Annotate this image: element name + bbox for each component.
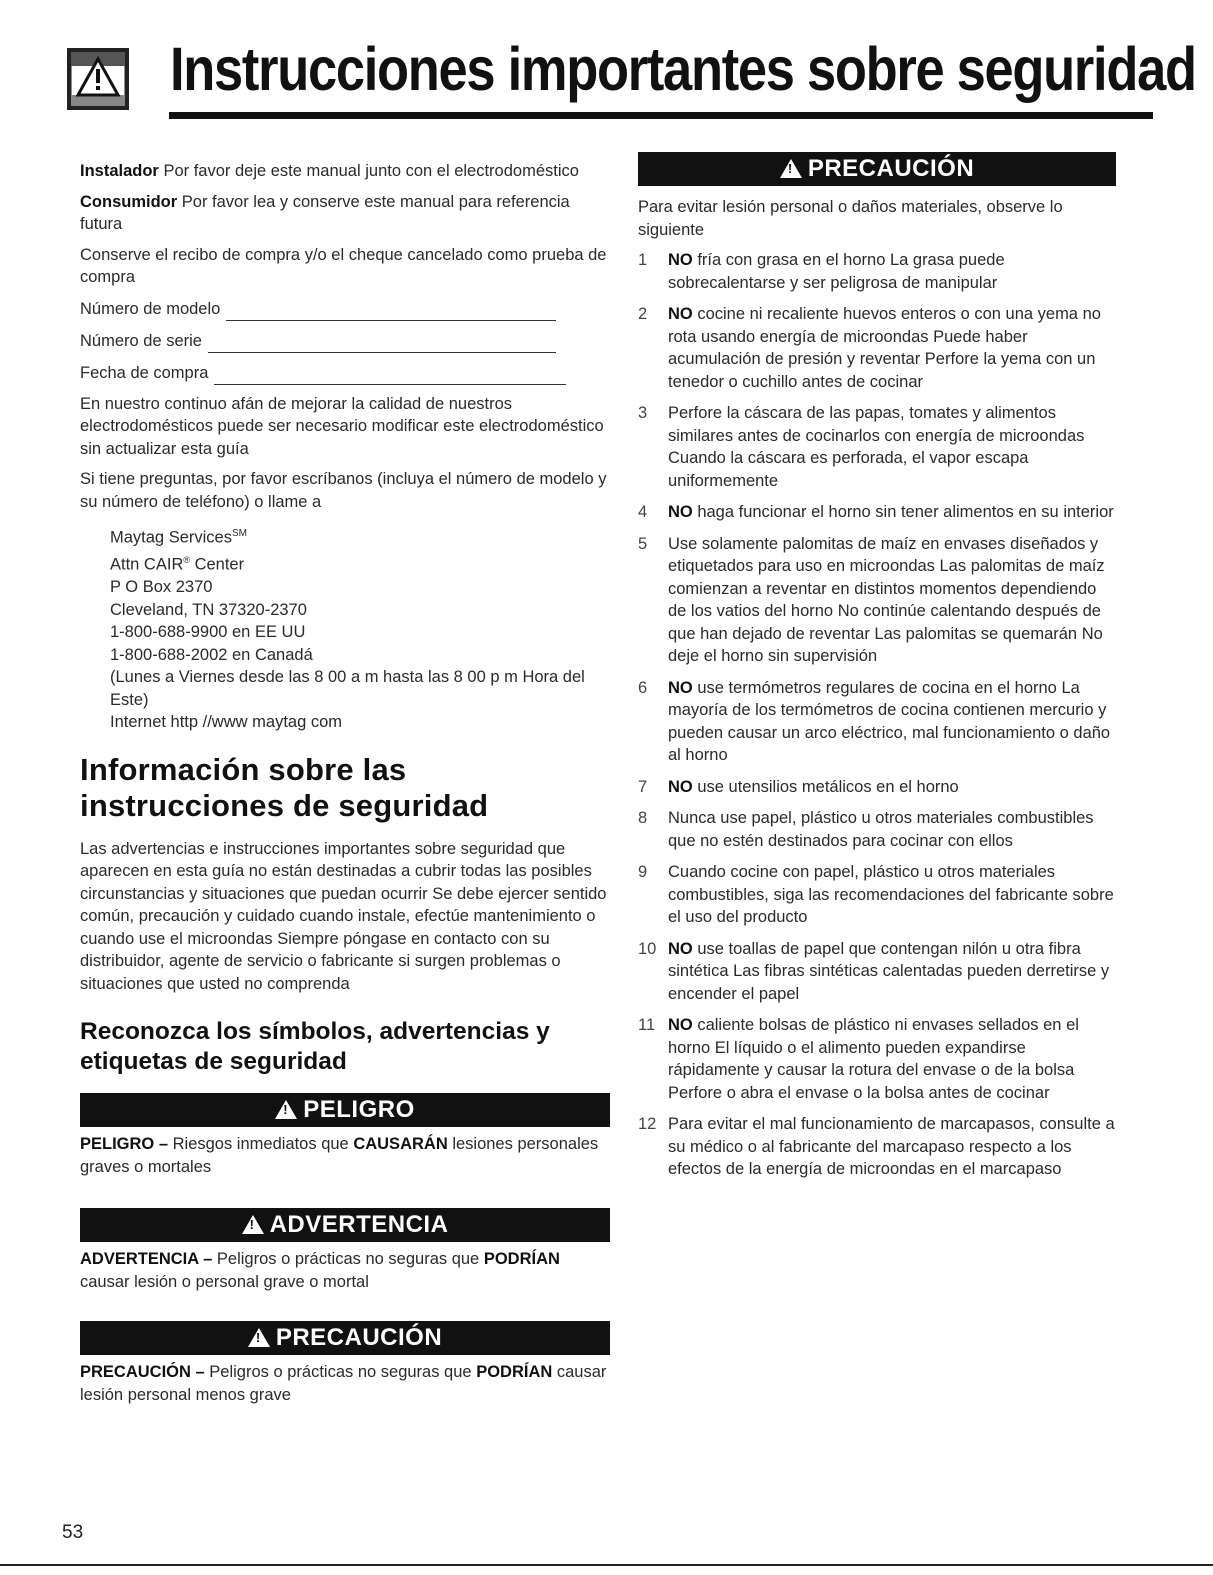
registered-mark: ® xyxy=(183,555,190,565)
warning-triangle-icon xyxy=(275,1100,297,1119)
contact-address xyxy=(110,523,610,734)
address-company: Maytag Services℠ xyxy=(110,528,247,547)
caution-item-text: use toallas de papel que contengan nilón u otra fibra sintética Las fibras sintéticas calentadas pueden derretirse y encender el papel xyxy=(668,939,1110,1003)
address-box: P O Box 2370 xyxy=(110,578,213,596)
caution-item-text: haga funcionar el horno sin tener alimentos en su interior xyxy=(692,503,1114,521)
service-hours: (Lunes a Viernes desde las 8 00 a m hasta las 8 00 p m Hora del Este) xyxy=(110,668,585,709)
caution-item-emphasis: NO xyxy=(668,1016,693,1034)
title-underline xyxy=(169,112,1153,119)
caution-item-number: 3 xyxy=(638,404,648,422)
page-header xyxy=(66,35,1196,122)
purchase-date-label: Fecha de compra xyxy=(80,364,209,382)
caution-item-text: Nunca use papel, plástico u otros materiales combustibles que no estén destinados para cocinar con ellos xyxy=(668,809,1094,850)
caution-item-number: 2 xyxy=(638,305,648,323)
model-number-line xyxy=(226,305,556,321)
consumer-label: Consumidor xyxy=(80,192,178,211)
caution-item-text: Cuando cocine con papel, plástico u otros materiales combustibles, siga las recomendaciones del fabricante sobre el uso del producto xyxy=(668,863,1114,926)
caution-item xyxy=(638,807,1116,852)
caution-item-number: 9 xyxy=(638,863,648,881)
caution-item-emphasis: NO xyxy=(668,777,693,796)
consumer-note xyxy=(80,191,610,236)
caution-item xyxy=(638,861,1116,929)
caution-list xyxy=(638,249,1116,1181)
serial-number-line xyxy=(208,337,556,353)
info-heading: Información sobre las instrucciones de seguridad xyxy=(80,751,489,823)
caution-item-emphasis: NO xyxy=(668,939,693,958)
symbols-heading: Reconozca los símbolos, advertencias y etiquetas de seguridad xyxy=(80,1018,550,1075)
caution-item-number: 12 xyxy=(638,1115,657,1133)
caution-item-emphasis: NO xyxy=(668,305,693,323)
caution-item-number: 8 xyxy=(638,809,648,827)
internet-address: Internet http //www maytag com xyxy=(110,713,343,731)
caution-intro: Para evitar lesión personal o daños materiales, observe lo siguiente xyxy=(638,198,1063,239)
model-number-field xyxy=(80,297,610,321)
page-number: 53 xyxy=(62,1522,84,1543)
caution-item xyxy=(638,402,1116,492)
phone-canada: 1-800-688-2002 en Canadá xyxy=(110,645,313,664)
installer-label: Instalador xyxy=(80,162,159,180)
caution-item-text: cocine ni recaliente huevos enteros o con una yema no rota usando energía de microondas Puede haber acumulación de presión y reventar Perfore la yema con un tenedor o cuchillo antes de cocinar xyxy=(668,305,1101,391)
caution-item-number: 1 xyxy=(638,251,648,269)
caution-item-emphasis: NO xyxy=(668,678,693,697)
caution-item-text: use utensilios metálicos en el horno xyxy=(692,777,959,796)
purchase-date-line xyxy=(214,369,566,385)
caution-item-number: 6 xyxy=(638,678,648,697)
serial-number-label: Número de serie xyxy=(80,332,202,350)
receipt-note: Conserve el recibo de compra y/o el cheque cancelado como prueba de compra xyxy=(80,245,607,286)
warning-book-icon xyxy=(66,47,130,111)
caution-item xyxy=(638,677,1116,767)
caution-item xyxy=(638,776,1116,799)
warning-triangle-icon xyxy=(780,159,802,178)
warning-triangle-icon xyxy=(248,1328,270,1347)
caution-item-text: caliente bolsas de plástico ni envases sellados en el horno El líquido o el alimento pueden expandirse rápidamente y causar la rotura del envase o de la bolsa Perfore o abra el envase o la bolsa antes de cocinar xyxy=(668,1016,1079,1102)
caution-item-text: Use solamente palomitas de maíz en envases diseñados y etiquetados para uso en microondas Las palomitas de maíz comienzan a reventar en distintos momentos dependiendo de los vatios del horno No continúe calentando después de que han dejado de reventar Las palomitas se quemarán No deje el horno sin supervisión xyxy=(668,534,1105,665)
warning-triangle-icon xyxy=(242,1215,264,1234)
caution-item-text: use termómetros regulares de cocina en el horno La mayoría de los termómetros de cocina contienen mercurio y pueden causar un arco eléctrico, mal funcionamiento o daño al horno xyxy=(668,678,1111,764)
caution-item xyxy=(638,303,1116,393)
caution-item-text: Perfore la cáscara de las papas, tomates y alimentos similares antes de cocinarlos con energía de microondas Cuando la cáscara es perforada, el vapor escapa uniformemente xyxy=(668,404,1085,490)
precaucion-definition: PRECAUCIÓN – Peligros o prácticas no seguras que PODRÍAN causar lesión personal menos grave xyxy=(80,1363,607,1404)
consumer-text: Por favor lea y conserve este manual para referencia futura xyxy=(80,192,570,233)
purchase-date-field xyxy=(80,361,610,385)
questions-note: Si tiene preguntas, por favor escríbanos (incluya el número de modelo y su número de teléfono) o llame a xyxy=(80,470,607,511)
caution-item-text: fría con grasa en el horno La grasa puede sobrecalentarse y ser peligrosa de manipular xyxy=(668,251,1005,292)
caution-item-number: 5 xyxy=(638,534,648,553)
caution-item xyxy=(638,501,1116,524)
address-attn: Attn CAIR® Center xyxy=(110,555,245,574)
page-title: Instrucciones importantes sobre seguridad xyxy=(170,35,1196,103)
advertencia-definition: ADVERTENCIA – Peligros o prácticas no seguras que PODRÍAN causar lesión o personal grave o mortal xyxy=(80,1250,560,1291)
precaucion-banner: ! PRECAUCIÓN xyxy=(80,1321,610,1355)
caution-item xyxy=(638,938,1116,1006)
caution-item-number: 10 xyxy=(638,939,657,958)
right-column xyxy=(638,152,1116,1190)
installer-note xyxy=(80,160,610,183)
left-column xyxy=(80,160,610,1406)
service-mark: SM xyxy=(231,528,247,539)
caution-item-emphasis: NO xyxy=(668,251,693,269)
caution-item xyxy=(638,1113,1116,1181)
caution-item xyxy=(638,1014,1116,1104)
peligro-banner: ! PELIGRO xyxy=(80,1093,610,1127)
installer-text: Por favor deje este manual junto con el electrodoméstico xyxy=(158,162,579,180)
info-body: Las advertencias e instrucciones importantes sobre seguridad que aparecen en esta guía no están destinadas a cubrir todas las posibles circunstancias y situaciones que puedan ocurrir Se debe ejercer sentido común, precaución y cuidado cuando instale, efectúe mantenimiento o cuando use el microondas Siempre póngase en contacto con su distribuidor, agente de servicio o fabricante si surgen problemas o situaciones que usted no comprenda xyxy=(80,839,607,993)
address-city: Cleveland, TN 37320-2370 xyxy=(110,600,307,619)
caution-item-number: 11 xyxy=(638,1016,656,1034)
peligro-definition: PELIGRO – Riesgos inmediatos que CAUSARÁN lesiones personales graves o mortales xyxy=(80,1135,599,1176)
caution-item-emphasis: NO xyxy=(668,503,693,521)
model-number-label: Número de modelo xyxy=(80,300,221,318)
advertencia-banner: ! ADVERTENCIA xyxy=(80,1208,610,1242)
caution-item xyxy=(638,249,1116,294)
bottom-rule xyxy=(0,1564,1213,1566)
phone-us: 1-800-688-9900 en EE UU xyxy=(110,623,306,641)
serial-number-field xyxy=(80,329,610,353)
caution-item xyxy=(638,533,1116,668)
caution-banner: ! PRECAUCIÓN xyxy=(638,152,1116,186)
caution-item-number: 4 xyxy=(638,503,648,521)
improvement-note: En nuestro continuo afán de mejorar la calidad de nuestros electrodomésticos puede ser necesario modificar este electrodoméstico sin actualizar esta guía xyxy=(80,394,604,458)
caution-item-text: Para evitar el mal funcionamiento de marcapasos, consulte a su médico o al fabricante del marcapaso respecto a los efectos de la energía de microondas en el marcapaso xyxy=(668,1115,1115,1178)
caution-item-number: 7 xyxy=(638,777,648,796)
